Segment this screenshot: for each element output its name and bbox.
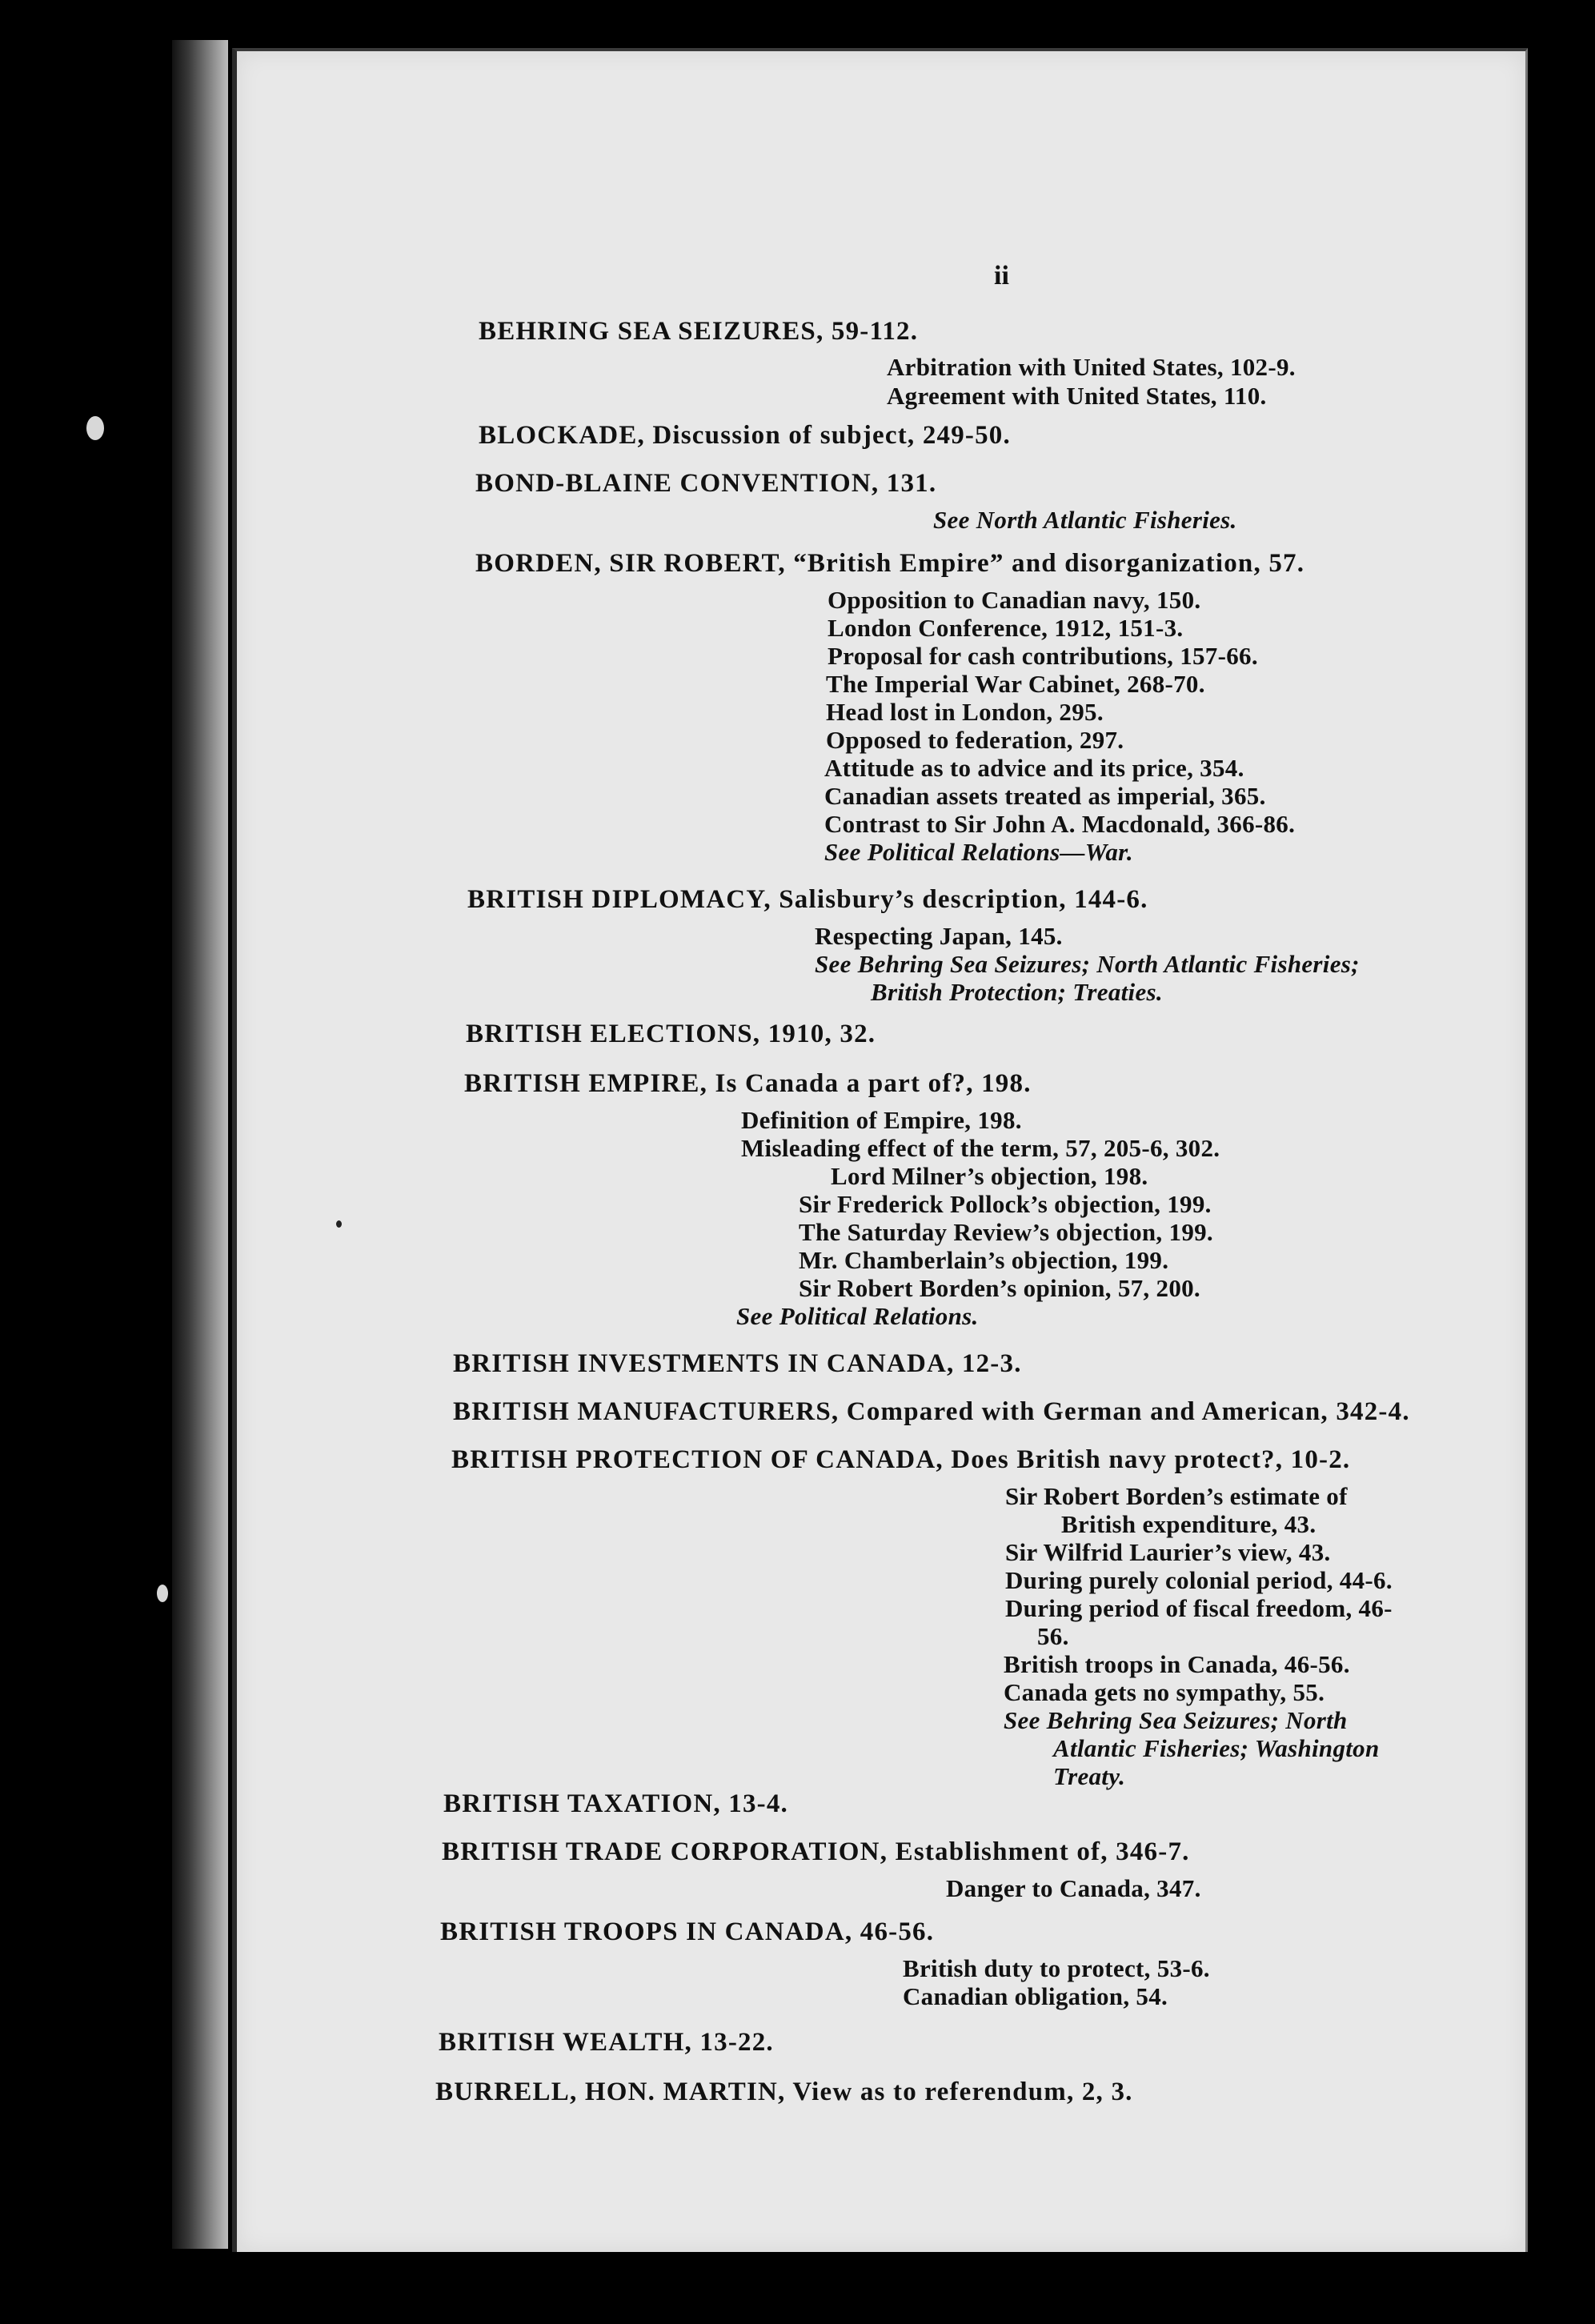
entry-british-troops-in-canada: BRITISH TROOPS IN CANADA, 46-56. — [440, 1917, 935, 1946]
entry-british-diplomacy: BRITISH DIPLOMACY, Salisbury’s description, 144-6. — [467, 885, 1148, 914]
subentry: The Imperial War Cabinet, 268-70. — [826, 670, 1205, 698]
sub-subentry: Lord Milner’s objection, 198. — [831, 1162, 1148, 1190]
sub-subentry: The Saturday Review’s objection, 199. — [799, 1218, 1213, 1246]
subentry: Sir Robert Borden’s estimate of — [1005, 1482, 1348, 1510]
subentry: Canada gets no sympathy, 55. — [1004, 1678, 1325, 1706]
entry-bond-blaine-convention: BOND-BLAINE CONVENTION, 131. — [475, 469, 937, 498]
subentry: During period of fiscal freedom, 46- — [1005, 1594, 1393, 1622]
see-reference: See Political Relations—War. — [824, 838, 1133, 866]
subentry: Definition of Empire, 198. — [741, 1106, 1022, 1134]
see-reference-continued: Treaty. — [1053, 1762, 1126, 1790]
see-reference: See Political Relations. — [736, 1302, 979, 1330]
subentry-agreement: Agreement with United States, 110. — [887, 382, 1267, 410]
entry-british-investments: BRITISH INVESTMENTS IN CANADA, 12-3. — [453, 1349, 1022, 1378]
sub-subentry: Sir Robert Borden’s opinion, 57, 200. — [799, 1274, 1200, 1302]
entry-british-elections: BRITISH ELECTIONS, 1910, 32. — [466, 1020, 876, 1048]
entry-borden-sir-robert: BORDEN, SIR ROBERT, “British Empire” and disorganization, 57. — [475, 549, 1305, 578]
subentry: Opposition to Canadian navy, 150. — [828, 586, 1201, 614]
subentry: British troops in Canada, 46-56. — [1004, 1650, 1350, 1678]
subentry: Misleading effect of the term, 57, 205-6, 302. — [741, 1134, 1220, 1162]
see-reference-continued: British Protection; Treaties. — [871, 978, 1163, 1006]
subentry-continued: British expenditure, 43. — [1061, 1510, 1316, 1538]
subentry: Canadian obligation, 54. — [903, 1982, 1168, 2010]
subentry: Opposed to federation, 297. — [826, 726, 1124, 754]
entry-behring-sea-seizures: BEHRING SEA SEIZURES, 59-112. — [479, 317, 919, 346]
scan-speck — [336, 1220, 342, 1228]
index-page — [232, 48, 1528, 2252]
see-reference: See Behring Sea Seizures; North — [1004, 1706, 1348, 1734]
subentry: During purely colonial period, 44-6. — [1005, 1566, 1393, 1594]
index-content — [237, 51, 1525, 2252]
sub-subentry: Mr. Chamberlain’s objection, 199. — [799, 1246, 1169, 1274]
entry-british-empire: BRITISH EMPIRE, Is Canada a part of?, 198. — [464, 1069, 1032, 1098]
subentry: Canadian assets treated as imperial, 365. — [824, 782, 1266, 810]
subentry: British duty to protect, 53-6. — [903, 1954, 1210, 1982]
entry-burrell-hon-martin: BURRELL, HON. MARTIN, View as to referendum, 2, 3. — [435, 2078, 1133, 2106]
subentry: Sir Wilfrid Laurier’s view, 43. — [1005, 1538, 1331, 1566]
see-reference: See North Atlantic Fisheries. — [933, 506, 1237, 534]
subentry-continued: 56. — [1037, 1622, 1069, 1650]
entry-blockade: BLOCKADE, Discussion of subject, 249-50. — [479, 421, 1011, 450]
entry-british-wealth: BRITISH WEALTH, 13-22. — [439, 2028, 774, 2057]
subentry: Head lost in London, 295. — [826, 698, 1104, 726]
entry-british-trade-corporation: BRITISH TRADE CORPORATION, Establishment of, 346-7. — [442, 1837, 1190, 1866]
subentry: London Conference, 1912, 151-3. — [828, 614, 1184, 642]
page-folio: ii — [994, 261, 1009, 290]
entry-british-taxation: BRITISH TAXATION, 13-4. — [443, 1789, 789, 1818]
subentry: Proposal for cash contributions, 157-66. — [828, 642, 1258, 670]
entry-british-manufacturers: BRITISH MANUFACTURERS, Compared with German and American, 342-4. — [453, 1397, 1410, 1426]
subentry: Respecting Japan, 145. — [815, 922, 1063, 950]
subentry-arbitration: Arbitration with United States, 102-9. — [887, 353, 1296, 381]
subentry: Attitude as to advice and its price, 354. — [824, 754, 1244, 782]
sub-subentry: Sir Frederick Pollock’s objection, 199. — [799, 1190, 1212, 1218]
see-reference: See Behring Sea Seizures; North Atlantic Fisheries; — [815, 950, 1360, 978]
scan-speck — [157, 1585, 168, 1602]
subentry: Contrast to Sir John A. Macdonald, 366-86. — [824, 810, 1296, 838]
see-reference-continued: Atlantic Fisheries; Washington — [1053, 1734, 1380, 1762]
scan-speck — [86, 416, 104, 440]
subentry: Danger to Canada, 347. — [946, 1874, 1201, 1902]
entry-british-protection-of-canada: BRITISH PROTECTION OF CANADA, Does British navy protect?, 10-2. — [451, 1445, 1351, 1474]
book-spine-edge — [172, 40, 228, 2249]
